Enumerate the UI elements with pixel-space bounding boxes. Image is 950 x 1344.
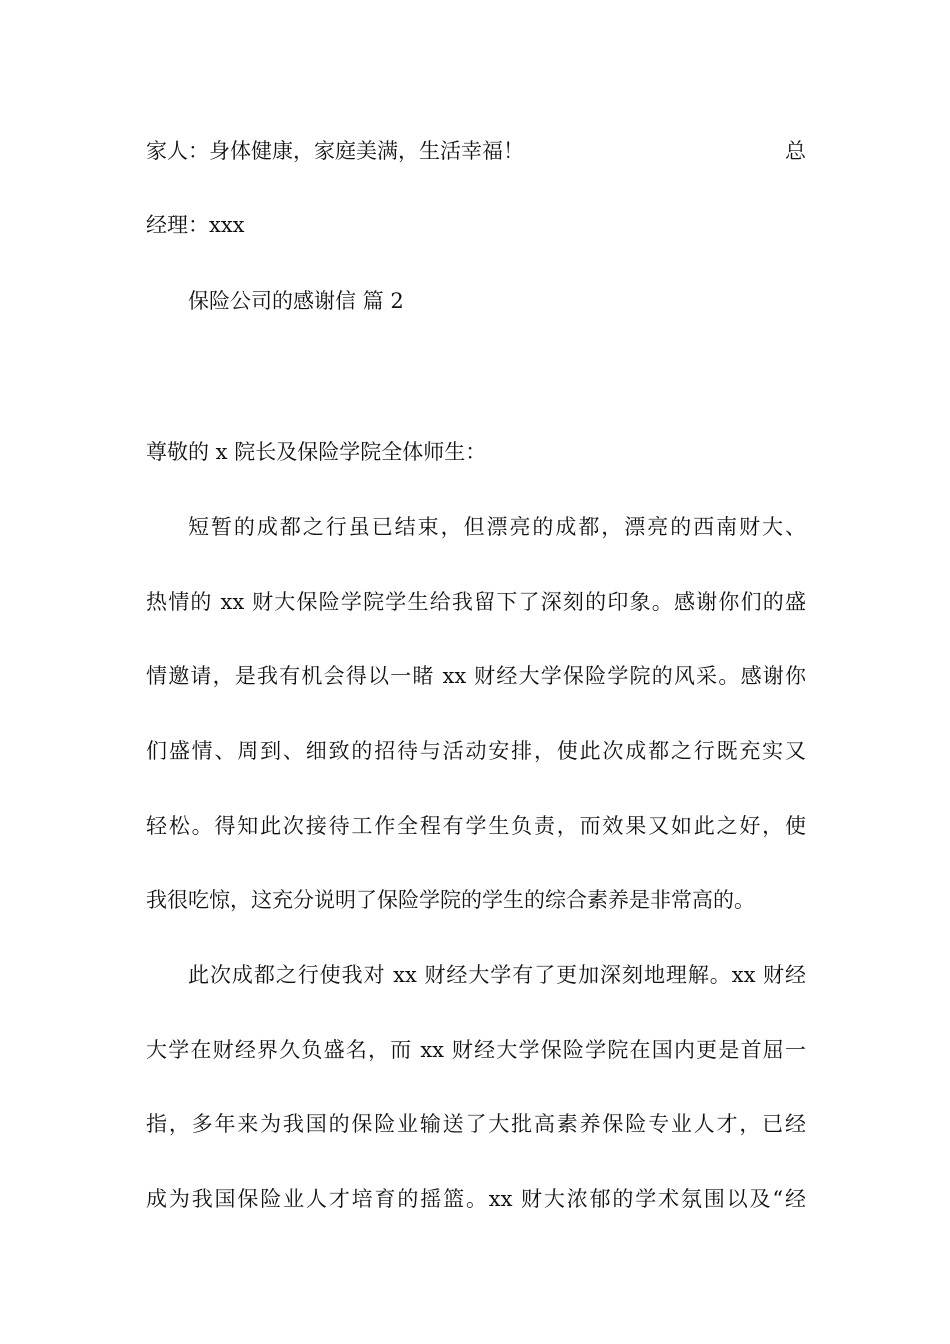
body-line: 短暂的成都之行虽已结束，但漂亮的成都，漂亮的西南财大、 — [188, 515, 806, 539]
salutation: 尊敬的 x 院长及保险学院全体师生： — [146, 440, 487, 464]
body-line: 大学在财经界久负盛名，而 xx 财经大学保险学院在国内更是首屈一 — [146, 1038, 806, 1062]
body-line: 指，多年来为我国的保险业输送了大批高素养保险专业人才，已经 — [146, 1112, 806, 1136]
closing-title-fragment: 总 — [785, 139, 806, 163]
body-line: 轻松。得知此次接待工作全程有学生负责，而效果又如此之好，使 — [146, 814, 806, 838]
closing-line-1 — [146, 136, 806, 166]
body-line: 情邀请，是我有机会得以一睹 xx 财经大学保险学院的风采。感谢你 — [146, 664, 806, 688]
body-line: 我很吃惊，这充分说明了保险学院的学生的综合素养是非常高的。 — [146, 888, 755, 912]
closing-signature: 经理：xxx — [146, 213, 245, 237]
body-line: 热情的 xx 财大保险学院学生给我留下了深刻的印象。感谢你们的盛 — [146, 590, 806, 614]
closing-text: 家人：身体健康，家庭美满，生活幸福！ — [146, 139, 524, 163]
body-line: 此次成都之行使我对 xx 财经大学有了更加深刻地理解。xx 财经 — [188, 963, 806, 987]
body-line: 成为我国保险业人才培育的摇篮。xx 财大浓郁的学术氛围以及“经 — [146, 1187, 806, 1211]
body-line: 们盛情、周到、细致的招待与活动安排，使此次成都之行既充实又 — [146, 739, 806, 763]
section-title: 保险公司的感谢信 篇 2 — [188, 289, 404, 313]
